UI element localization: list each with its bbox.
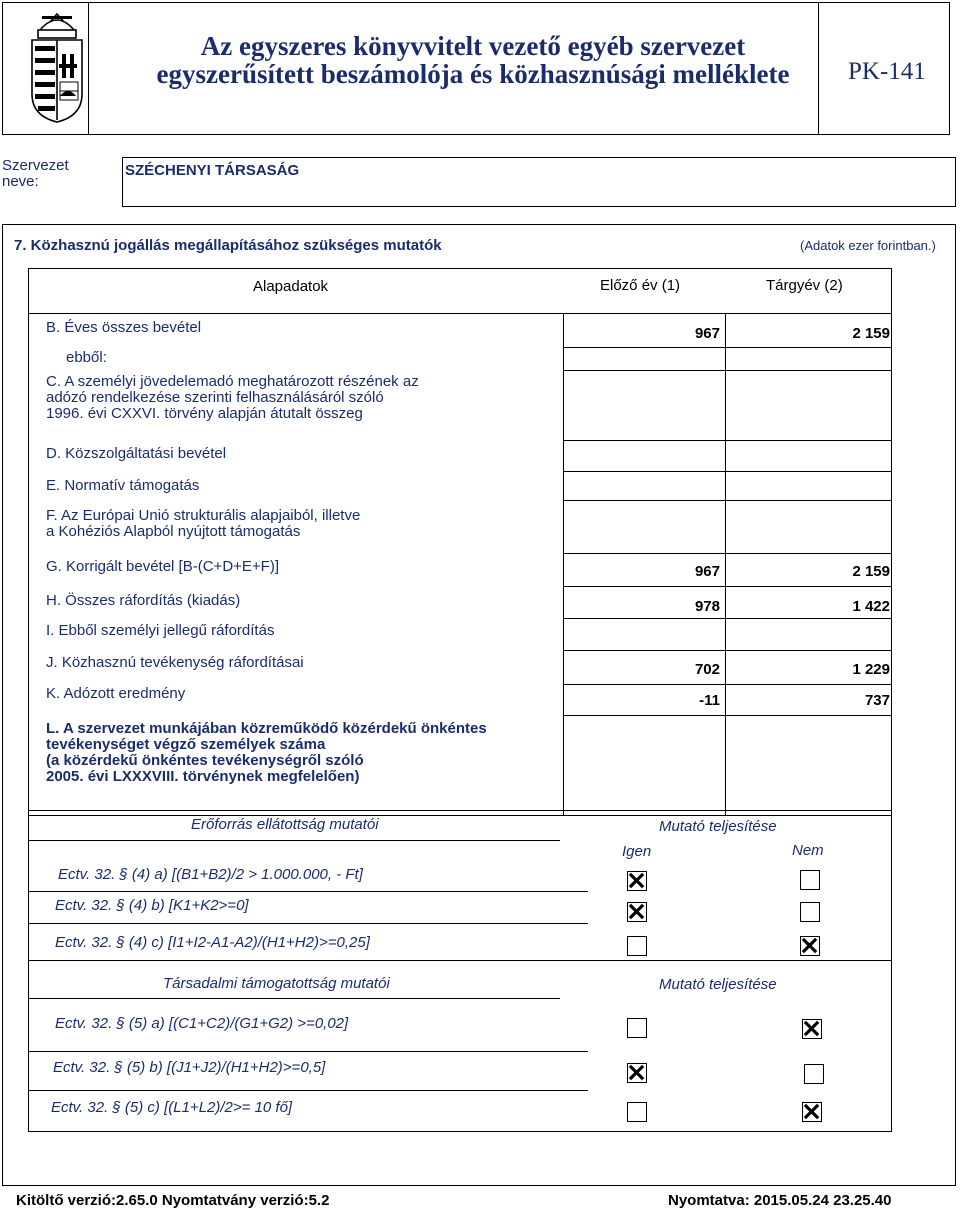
resource-item-2-yes-checkbox[interactable] <box>627 902 647 922</box>
form-title <box>120 32 826 88</box>
unit-note: (Adatok ezer forintban.) <box>800 238 936 253</box>
row-h-prev[interactable]: 978 <box>694 598 720 615</box>
social-item-3-no-checkbox[interactable] <box>802 1102 822 1122</box>
org-name-value: SZÉCHENYI TÁRSASÁG <box>125 162 300 179</box>
form-code: PK-141 <box>848 58 926 85</box>
row-b-curr[interactable]: 2 159 <box>852 325 890 342</box>
row-sep-l <box>563 715 892 716</box>
x-mark-icon <box>801 937 818 954</box>
row-sep-f <box>563 500 892 501</box>
coat-of-arms-logo <box>26 8 88 131</box>
col-header-curr: Tárgyév (2) <box>766 277 843 294</box>
row-sep-g <box>563 553 892 554</box>
org-label-line1: Szervezet <box>2 157 69 174</box>
row-i-label: I. Ebből személyi jellegű ráfordítás <box>46 622 275 639</box>
row-c-line2: adózó rendelkezése szerinti felhasználásáról szóló <box>46 389 384 406</box>
row-f-label <box>46 508 360 540</box>
footer-printed: Nyomtatva: 2015.05.24 23.25.40 <box>668 1192 892 1209</box>
row-g-prev[interactable]: 967 <box>694 563 720 580</box>
row-sep-d <box>563 440 892 441</box>
row-l-line4: 2005. évi LXXXVIII. törvénynek megfelelően) <box>46 768 360 785</box>
resource-heading: Erőforrás ellátottság mutatói <box>191 816 379 833</box>
row-b-label: B. Éves összes bevétel <box>46 319 202 336</box>
resource-item-2-label: Ectv. 32. § (4) b) [K1+K2>=0] <box>55 897 249 914</box>
resource-item-1-no-checkbox[interactable] <box>800 870 820 890</box>
row-c-line1: C. A személyi jövedelemadó meghatározott részének az <box>46 373 419 390</box>
x-mark-icon <box>628 903 645 920</box>
resource-item-3-no-checkbox[interactable] <box>800 936 820 956</box>
resource-item-1-yes-checkbox[interactable] <box>627 871 647 891</box>
social-item-2-yes-checkbox[interactable] <box>627 1063 647 1083</box>
form-title-line2: egyszerűsített beszámolója és közhasznúsági melléklete <box>156 59 790 89</box>
social-sep-2 <box>28 1090 588 1091</box>
col-divider-2 <box>725 313 726 816</box>
row-k-label: K. Adózott eredmény <box>46 685 186 702</box>
row-sep-c <box>563 370 892 371</box>
org-label-line2: neve: <box>2 173 39 190</box>
social-item-1-yes-checkbox[interactable] <box>627 1018 647 1038</box>
social-item-2-label: Ectv. 32. § (5) b) [(J1+J2)/(H1+H2)>=0,5] <box>53 1059 326 1076</box>
table-header-line <box>28 313 892 314</box>
row-ebbol-label: ebből: <box>66 349 107 366</box>
row-e-label: E. Normatív támogatás <box>46 477 200 494</box>
row-d-label: D. Közszolgáltatási bevétel <box>46 445 227 462</box>
row-j-curr[interactable]: 1 229 <box>852 661 890 678</box>
resource-fulfil-heading: Mutató teljesítése <box>659 818 777 835</box>
social-item-1-no-checkbox[interactable] <box>802 1019 822 1039</box>
org-name-label <box>2 158 69 190</box>
social-item-1-label: Ectv. 32. § (5) a) [(C1+C2)/(G1+G2) >=0,02] <box>55 1015 349 1032</box>
x-mark-icon <box>803 1103 820 1120</box>
row-k-prev[interactable]: -11 <box>699 692 720 709</box>
row-sep-k <box>563 684 892 685</box>
social-heading: Társadalmi támogatottság mutatói <box>163 975 390 992</box>
row-f-line1: F. Az Európai Unió strukturális alapjaiból, illetve <box>46 507 361 524</box>
resource-sep-1 <box>28 891 588 892</box>
resource-item-2-no-checkbox[interactable] <box>800 902 820 922</box>
row-h-label: H. Összes ráfordítás (kiadás) <box>46 592 241 609</box>
col-header-prev: Előző év (1) <box>600 277 681 294</box>
resource-item-3-yes-checkbox[interactable] <box>627 936 647 956</box>
row-sep-e <box>563 471 892 472</box>
row-sep-b <box>563 347 892 348</box>
social-fulfil-heading: Mutató teljesítése <box>659 976 777 993</box>
x-mark-icon <box>803 1020 820 1037</box>
row-sep-h <box>563 586 892 587</box>
social-item-2-no-checkbox[interactable] <box>804 1064 824 1084</box>
social-header-line <box>28 960 892 961</box>
row-l-line1: L. A szervezet munkájában közreműködő közérdekű önkéntes <box>46 720 487 737</box>
social-item-3-yes-checkbox[interactable] <box>627 1102 647 1122</box>
no-heading: Nem <box>792 842 824 859</box>
section-title: 7. Közhasznú jogállás megállapításához szükséges mutatók <box>14 237 442 254</box>
row-b-prev[interactable]: 967 <box>694 325 720 342</box>
resource-sep-2 <box>28 923 588 924</box>
row-j-label: J. Közhasznú tevékenység ráfordításai <box>46 654 304 671</box>
row-sep-j <box>563 650 892 651</box>
col-divider-1 <box>563 313 564 816</box>
yes-heading: Igen <box>622 843 652 860</box>
social-sep-1 <box>28 1051 588 1052</box>
resource-item-1-label: Ectv. 32. § (4) a) [(B1+B2)/2 > 1.000.000, - Ft] <box>58 866 363 883</box>
social-item-3-label: Ectv. 32. § (5) c) [(L1+L2)/2>= 10 fő] <box>51 1099 293 1116</box>
form-title-line1: Az egyszeres könyvvitelt vezető egyéb szervezet <box>200 31 746 61</box>
row-g-label: G. Korrigált bevétel [B-(C+D+E+F)] <box>46 558 279 575</box>
header-divider-left <box>88 2 89 135</box>
row-g-curr[interactable]: 2 159 <box>852 563 890 580</box>
resource-header-line <box>28 840 560 841</box>
row-h-curr[interactable]: 1 422 <box>852 598 890 615</box>
row-sep-i <box>563 618 892 619</box>
social-sub-line <box>28 998 560 999</box>
row-c-line3: 1996. évi CXXVI. törvény alapján átutalt összeg <box>46 405 363 422</box>
col-header-basic: Alapadatok <box>253 278 329 295</box>
x-mark-icon <box>628 872 645 889</box>
indicator-table <box>28 810 892 1132</box>
x-mark-icon <box>628 1064 645 1081</box>
org-name-field[interactable] <box>122 157 956 207</box>
row-l-line2: tevékenységet végző személyek száma <box>46 736 326 753</box>
row-l-line3: (a közérdekű önkéntes tevékenységről szóló <box>46 752 364 769</box>
row-k-curr[interactable]: 737 <box>864 692 890 709</box>
row-j-prev[interactable]: 702 <box>694 661 720 678</box>
resource-item-3-label: Ectv. 32. § (4) c) [I1+I2-A1-A2)/(H1+H2)>=0,25] <box>55 934 370 951</box>
row-c-label <box>46 374 419 422</box>
footer-version: Kitöltő verzió:2.65.0 Nyomtatvány verzió:5.2 <box>16 1192 330 1209</box>
row-l-label <box>46 721 487 785</box>
row-f-line2: a Kohéziós Alapból nyújtott támogatás <box>46 523 301 540</box>
